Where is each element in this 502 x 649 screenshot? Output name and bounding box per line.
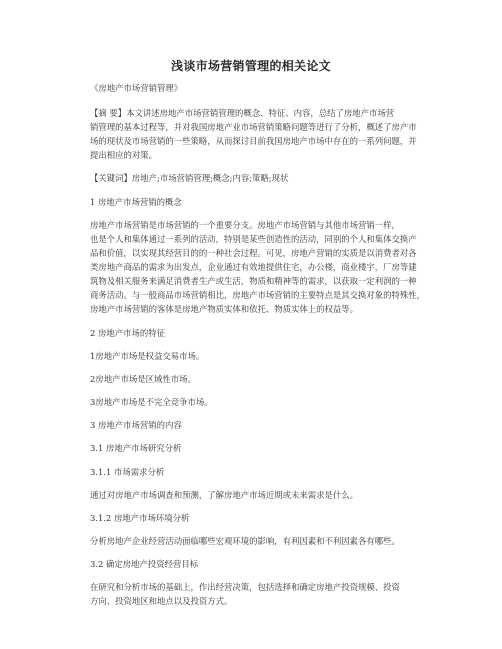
section-1-line-7: 房地产市场营销的客体是房地产物质实体和依托、物质实体上的权益等。 <box>90 304 358 314</box>
section-3-1-heading: 3.1 房地产市场研究分析 <box>90 443 182 453</box>
section-1-line-5: 筑物及相关服务来满足消费者生产或生活，物质和精神等的需求，以获取一定利润的一种 <box>90 276 417 286</box>
section-3-1-1-heading: 3.1.1 市场需求分析 <box>90 467 165 477</box>
section-1-line-4: 类房地产商品的需求为出发点，企业通过有效地提供住宅，办公楼，商业楼宇，厂房等建 <box>90 262 417 272</box>
section-1-line-6: 商务活动。与一般商品市场营销相比，房地产市场营销的主要特点是其交换对象的特殊性， <box>90 290 425 300</box>
source-line: 《房地产市场营销管理》 <box>90 83 183 93</box>
section-2-item-3: 3房地产市场是不完全竞争市场。 <box>90 397 213 407</box>
abstract-line-4: 提出相应的对策。 <box>90 150 157 160</box>
document-title: 浅谈市场营销管理的相关论文 <box>171 59 331 73</box>
section-1-line-3: 品和价值，以实现其经营目的的一种社会过程。可见，房地产营销的实质是以消费者对各 <box>90 248 417 258</box>
section-1-line-2: 也是个人和集体通过一系列的活动，特别是某些创造性的活动，同别的个人和集体交换产 <box>90 234 417 244</box>
keywords-line: 【关键词】房地产;市场营销管理;概念;内容;策略;现状 <box>90 173 289 183</box>
section-3-1-2-heading: 3.1.2 房地产市场环境分析 <box>90 513 190 523</box>
section-1-heading: 1 房地产市场营销的概念 <box>90 197 182 207</box>
abstract-line-3: 场的现状及市场营销的一些策略，从而探讨目前我国房地产市场中存在的一系列问题，并 <box>90 136 417 146</box>
section-3-1-2-text: 分析房地产企业经营活动面临哪些宏观环境的影响，有利因素和不利因素各有哪些。 <box>90 536 400 546</box>
section-2-item-1: 1房地产市场是权益交易市场。 <box>90 351 205 361</box>
section-2-item-2: 2房地产市场是区域性市场。 <box>90 374 196 384</box>
section-3-2-line-1: 在研究和分析市场的基础上，作出经营决策，包括选择和确定房地产投资规模、投资 <box>90 582 400 592</box>
section-2-heading: 2 房地产市场的特征 <box>90 328 165 338</box>
section-1-line-1: 房地产市场营销是市场营销的一个重要分支。房地产市场营销与其他市场营销一样， <box>90 220 400 230</box>
abstract-line-1: 【摘 要】本文讲述房地产市场营销管理的概念、特征、内容，总结了房地产市场营 <box>90 108 395 118</box>
section-3-2-line-2: 方向、投资地区和地点以及投资方式。 <box>90 596 233 606</box>
section-3-heading: 3 房地产市场营销的内容 <box>90 420 182 430</box>
section-3-1-1-text: 通过对房地产市场调查和预测，了解房地产市场近期或未来需求是什么。 <box>90 490 358 500</box>
abstract-line-2: 销管理的基本过程等，并对我国房地产业市场营销策略问题等进行了分析，概述了房产市 <box>90 122 417 132</box>
section-3-2-heading: 3.2 确定房地产投资经营目标 <box>90 559 199 569</box>
